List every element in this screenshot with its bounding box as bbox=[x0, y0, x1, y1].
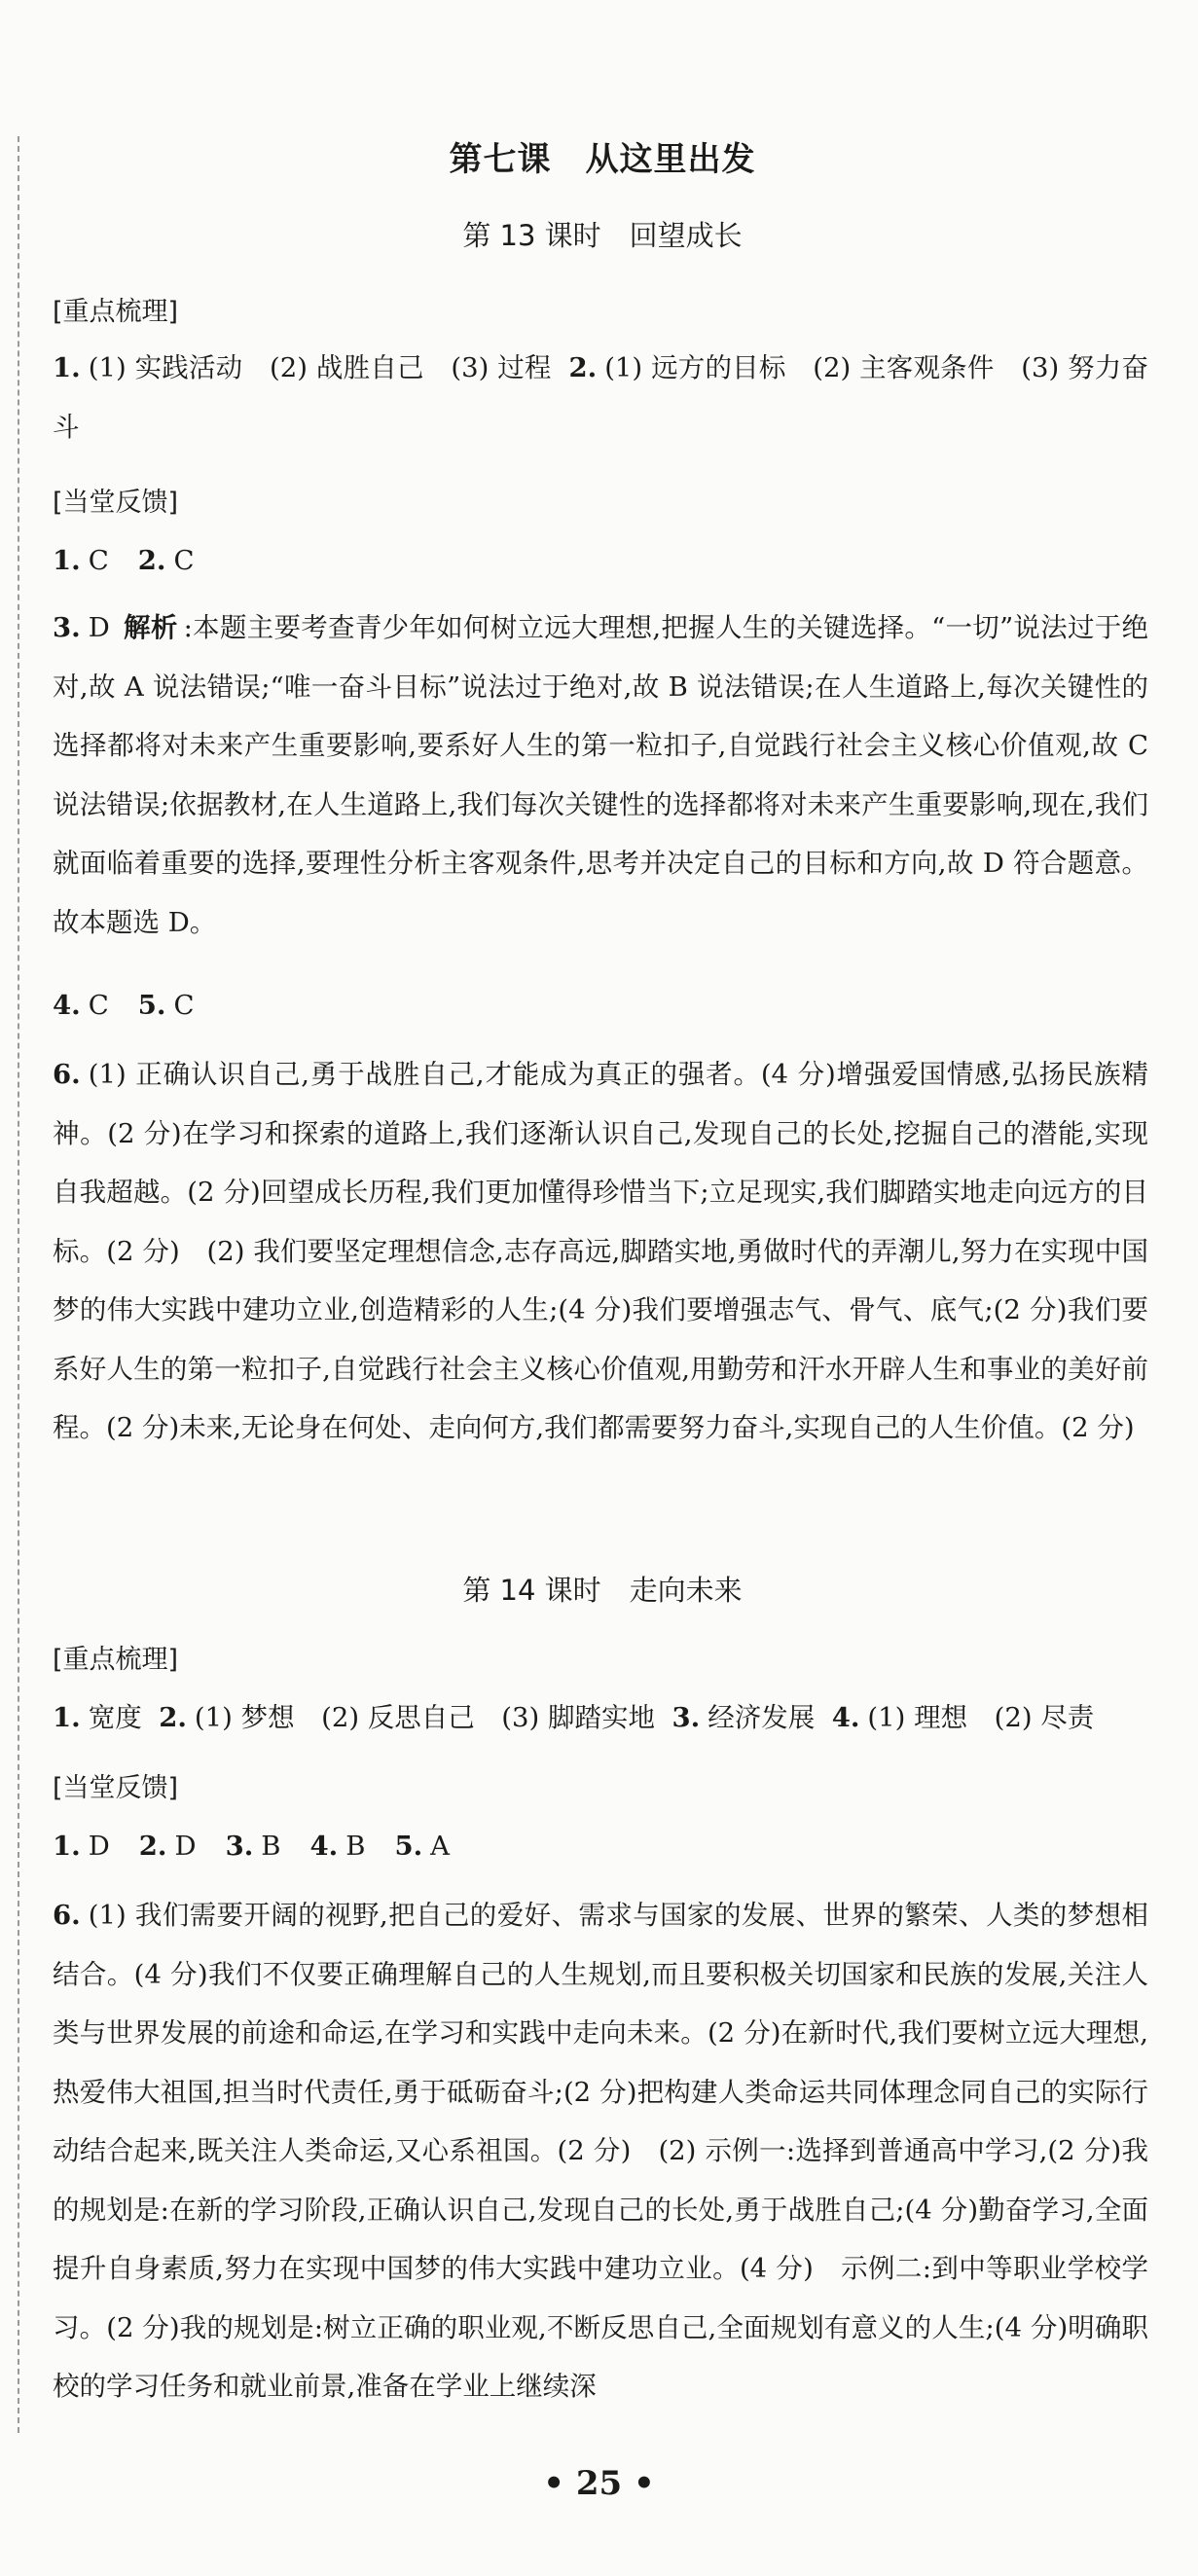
binding-margin-line bbox=[18, 136, 19, 2433]
lesson14-title: 第 14 课时 走向未来 bbox=[462, 1574, 743, 1607]
lesson13-answers-1-2 bbox=[53, 531, 1148, 591]
item-text: (1) 实践活动 (2) 战胜自己 (3) 过程 bbox=[88, 352, 552, 383]
page-number: • 25 • bbox=[543, 2464, 655, 2503]
analysis-label: 解析 bbox=[123, 612, 178, 643]
item-num: 4. bbox=[309, 1831, 339, 1862]
q6-answer: (1) 正确认识自己,勇于战胜自己,才能成为真正的强者。(4 分)增强爱国情感,弘扬民族精神。(2 分)在学习和探索的道路上,我们逐渐认识自己,发现自己的长处,挖掘自己的潜能,实现自我超越。(2 分)回望成长历程,我们更加懂得珍惜当下;立足现实,我们脚踏实地走向远方的目标。(2 分) (2) 我们要坚定理想信念,志存高远,脚踏实地,勇做时代的弄潮儿,努力在实现中国梦的伟大实践中建功立业,创造精彩的人生;(4 分)我们要增强志气、骨气、底气;(2 分)我们要系好人生的第一粒扣子,自觉践行社会主义核心价值观,用勤劳和汗水开辟人生和事业的美好前程。(2 分)未来,无论身在何处、走向何方,我们都需要努力奋斗,实现自己的人生价值。(2 分) bbox=[53, 1059, 1148, 1443]
item-text: C bbox=[88, 990, 109, 1021]
item-text: A bbox=[430, 1831, 451, 1862]
item-num: 3. bbox=[225, 1831, 254, 1862]
item-num: 3. bbox=[672, 1702, 701, 1733]
q6-answer: (1) 我们需要开阔的视野,把自己的爱好、需求与国家的发展、世界的繁荣、人类的梦想相结合。(4 分)我们不仅要正确理解自己的人生规划,而且要积极关切国家和民族的发展,关注人类与世界发展的前途和命运,在学习和实践中走向未来。(2 分)在新时代,我们要树立远大理想,热爱伟大祖国,担当时代责任,勇于砥砺奋斗;(2 分)把构建人类命运共同体理念同自己的实际行动结合起来,既关注人类命运,又心系祖国。(2 分) (2) 示例一:选择到普通高中学习,(2 分)我的规划是:在新的学习阶段,正确认识自己,发现自己的长处,勇于战胜自己;(4 分)勤奋学习,全面提升自身素质,努力在实现中国梦的伟大实践中建功立业。(4 分) 示例二:到中等职业学校学习。(2 分)我的规划是:树立正确的职业观,不断反思自己,全面规划有意义的人生;(4 分)明确职校的学习任务和就业前景,准备在学业上继续深 bbox=[53, 1900, 1148, 2402]
item-text: 经济发展 bbox=[708, 1702, 816, 1733]
lesson13-question-6 bbox=[53, 1045, 1148, 1458]
lesson14-feedback-label: [当堂反馈] bbox=[53, 1773, 179, 1803]
item-num: 2. bbox=[138, 1831, 167, 1862]
item-num: 3. bbox=[53, 612, 81, 643]
lesson13-feedback-label: [当堂反馈] bbox=[53, 488, 179, 518]
item-text: C bbox=[173, 990, 195, 1021]
item-text: D bbox=[88, 1831, 110, 1862]
item-text: B bbox=[345, 1831, 366, 1862]
lesson14-answers bbox=[53, 1817, 1148, 1876]
item-text: (1) 理想 (2) 尽责 bbox=[867, 1702, 1095, 1733]
item-num: 6. bbox=[53, 1900, 81, 1931]
lesson13-question-3 bbox=[53, 599, 1148, 952]
item-num: 1. bbox=[53, 352, 81, 383]
item-text: (1) 梦想 (2) 反思自己 (3) 脚踏实地 bbox=[194, 1702, 656, 1733]
item-text: 宽度 bbox=[88, 1702, 142, 1733]
item-num: 2. bbox=[568, 352, 598, 383]
item-num: 4. bbox=[53, 990, 81, 1021]
lesson13-title: 第 13 课时 回望成长 bbox=[462, 219, 743, 252]
item-text: (1) 远方的目标 (2) 主客观条件 (3) 努力奋斗 bbox=[53, 352, 1148, 443]
q3-analysis: :本题主要考查青少年如何树立远大理想,把握人生的关键选择。“一切”说法过于绝对,故 A 说法错误;“唯一奋斗目标”说法过于绝对,故 B 说法错误;在人生道路上,每次关键性的选择都将对未来产生重要影响,要系好人生的第一粒扣子,自觉践行社会主义核心价值观,故 C 说法错误;依据教材,在人生道路上,我们每次关键性的选择都将对未来产生重要影响,现在,我们就面临着重要的选择,要理性分析主客观条件,思考并决定自己的目标和方向,故 D 符合题意。故本题选 D。 bbox=[53, 612, 1149, 938]
lesson14-key-points-label: [重点梳理] bbox=[53, 1645, 179, 1675]
item-text: D bbox=[174, 1831, 197, 1862]
item-num: 2. bbox=[137, 545, 166, 576]
item-text: C bbox=[88, 545, 109, 576]
item-num: 4. bbox=[831, 1702, 860, 1733]
lesson14-key-points bbox=[53, 1688, 1148, 1748]
item-num: 1. bbox=[53, 545, 81, 576]
chapter-title: 第七课 从这里出发 bbox=[449, 140, 756, 179]
lesson14-question-6 bbox=[53, 1886, 1148, 2416]
item-text: B bbox=[261, 1831, 281, 1862]
item-text: C bbox=[173, 545, 195, 576]
item-num: 5. bbox=[137, 990, 166, 1021]
item-num: 1. bbox=[53, 1831, 81, 1862]
lesson13-answers-4-5 bbox=[53, 976, 1148, 1035]
item-num: 6. bbox=[53, 1059, 81, 1090]
q3-answer: D bbox=[88, 612, 110, 643]
lesson13-key-points-label: [重点梳理] bbox=[53, 297, 179, 327]
item-num: 5. bbox=[394, 1831, 423, 1862]
item-num: 2. bbox=[159, 1702, 187, 1733]
item-num: 1. bbox=[53, 1702, 81, 1733]
lesson13-key-points bbox=[53, 339, 1148, 456]
